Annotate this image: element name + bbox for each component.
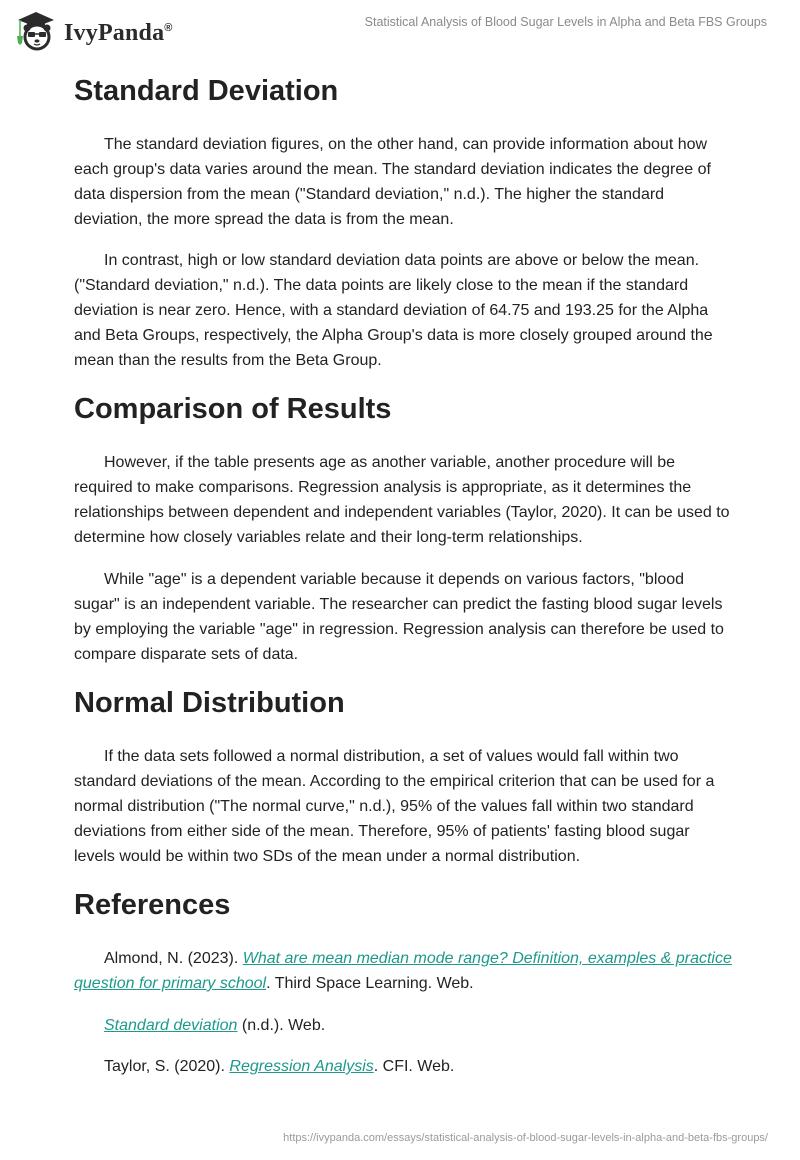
page-header [0,0,800,60]
reference-link-almond[interactable]: What are mean median mode range? Definition, examples & practice question for primary school [74,950,732,992]
paragraph: However, if the table presents age as another variable, another procedure will be required to make comparisons. Regression analysis is appropriate, as it determines the relationships between dependent and independent variables (Taylor, 2020). It can be used to determine how closely variables relate and their long-term relationships. [74,454,730,546]
heading-standard-deviation: Standard Deviation [74,75,339,107]
reference-item: Taylor, S. (2020). Regression Analysis. CFI. Web. [104,1058,455,1075]
panda-graduate-icon [14,8,58,52]
reference-link-standard-deviation[interactable]: Standard deviation [104,1017,238,1034]
ivypanda-logo[interactable] [14,8,173,52]
paragraph: The standard deviation figures, on the other hand, can provide information about how each group's data varies around the mean. The standard deviation indicates the degree of data dispersion from the mean ("Standard deviation," n.d.). The higher the standard deviation, the more spread the data is from the mean. [74,136,711,228]
footer-url: https://ivypanda.com/essays/statistical-analysis-of-blood-sugar-levels-in-alpha-and-beta-fbs-groups/ [283,1132,768,1144]
reference-link-regression-analysis[interactable]: Regression Analysis [229,1058,374,1075]
heading-comparison-of-results: Comparison of Results [74,393,392,425]
heading-references: References [74,889,231,921]
document-title: Statistical Analysis of Blood Sugar Levels in Alpha and Beta FBS Groups [364,15,767,29]
paragraph: If the data sets followed a normal distribution, a set of values would fall within two standard deviations of the mean. According to the empirical criterion that can be used for a normal distribution ("The normal curve," n.d.), 95% of the values fall within two standard deviations from either side of the mean. Therefore, 95% of patients' fasting blood sugar levels would be within two SDs of the mean under a normal distribution. [74,748,715,865]
logo-text: IvyPanda® [64,19,173,46]
paragraph: While "age" is a dependent variable because it depends on various factors, "blood sugar" is an independent variable. The researcher can predict the fasting blood sugar levels by employing the variable "age" in regression. Regression analysis can therefore be used to compare disparate sets of data. [74,571,724,663]
paragraph: In contrast, high or low standard deviation data points are above or below the mean. ("Standard deviation," n.d.). The data points are likely close to the mean if the standard deviation is near zero. Hence, with a standard deviation of 64.75 and 193.25 for the Alpha and Beta Groups, respectively, the Alpha Group's data is more closely grouped around the mean than the results from the Beta Group. [74,252,713,369]
reference-item: Standard deviation (n.d.). Web. [104,1017,326,1034]
reference-item: Almond, N. (2023). What are mean median mode range? Definition, examples & practice question for primary school. Third Space Learning. Web. [74,950,732,992]
heading-normal-distribution: Normal Distribution [74,687,345,719]
